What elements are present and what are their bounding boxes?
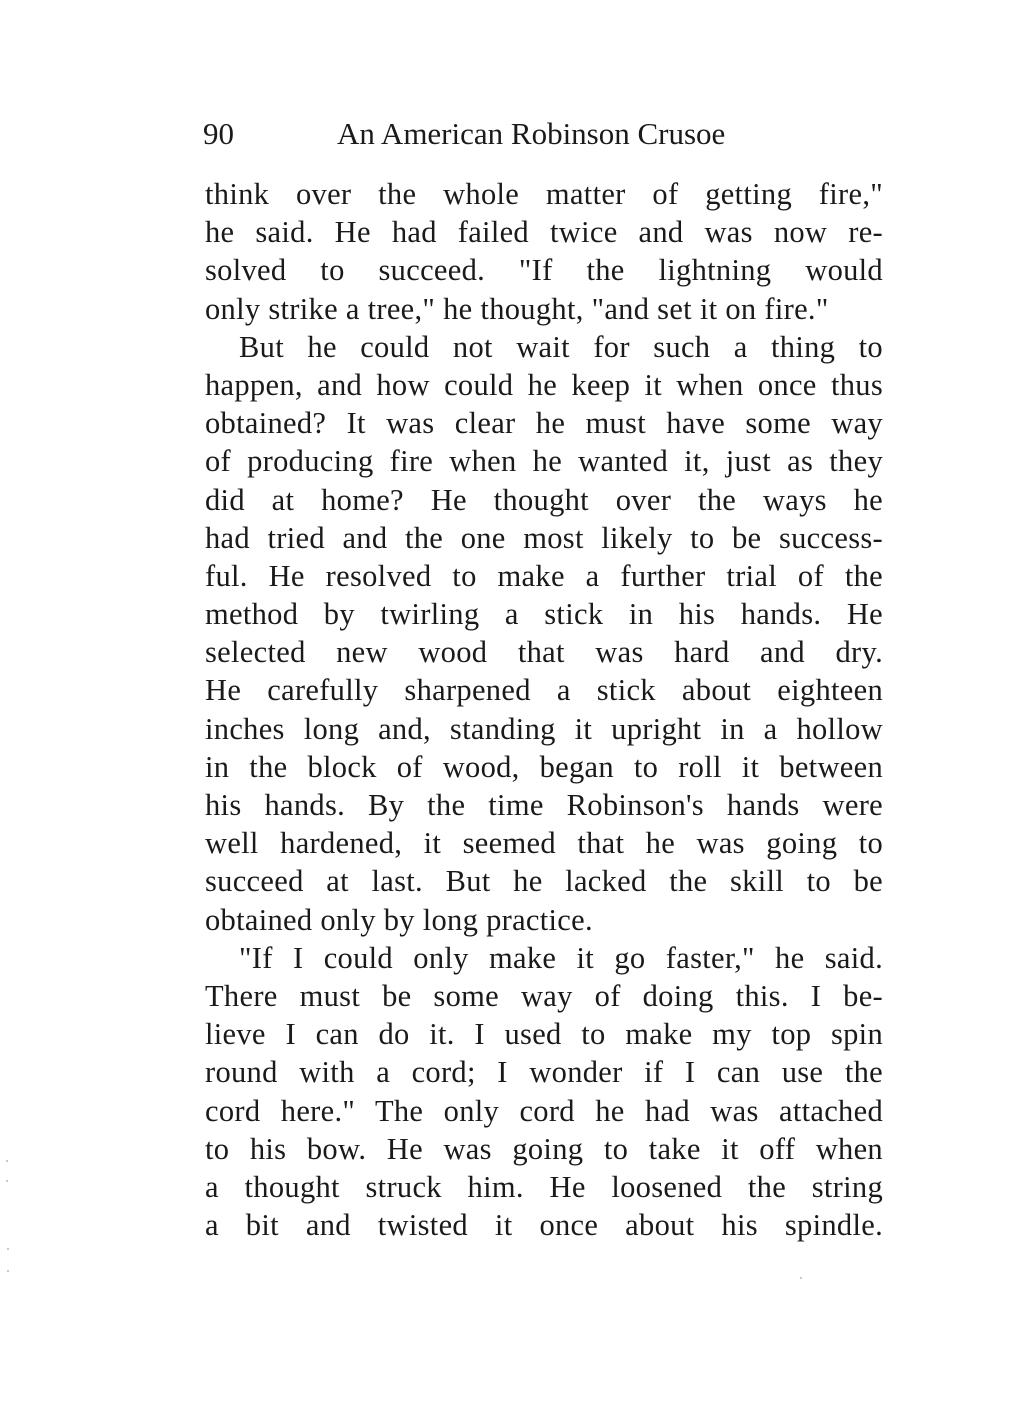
- text-line: his hands. By the time Robinson's hands were: [205, 788, 883, 822]
- paragraph-first-line: "If I could only make it go faster," he said.: [239, 940, 883, 975]
- scan-speck: [7, 1270, 9, 1272]
- text-line: method by twirling a stick in his hands. He: [205, 597, 883, 632]
- text-line: he said. He had failed twice and was now re-: [205, 215, 883, 250]
- text-line: inches long and, standing it upright in a hollow: [205, 711, 883, 746]
- body-text: [205, 175, 883, 1244]
- text-line: well hardened, it seemed that he was going to: [205, 826, 883, 861]
- text-line: happen, and how could he keep it when once thus: [205, 367, 883, 402]
- text-line: did at home? He thought over the ways he: [205, 482, 883, 517]
- text-line: obtained only by long practice.: [205, 902, 593, 937]
- text-line: succeed at last. But he lacked the skill to be: [205, 864, 883, 899]
- text-line: obtained? It was clear he must have some way: [205, 406, 883, 441]
- scan-speck: [7, 1248, 9, 1250]
- text-line: selected new wood that was hard and dry.: [205, 635, 883, 670]
- text-line: ful. He resolved to make a further trial of the: [205, 558, 883, 593]
- text-line: a thought struck him. He loosened the string: [205, 1169, 883, 1204]
- text-line: to his bow. He was going to take it off when: [205, 1131, 883, 1166]
- text-line: in the block of wood, began to roll it between: [205, 749, 883, 784]
- text-line: cord here." The only cord he had was attached: [205, 1093, 883, 1128]
- scan-speck: [6, 1160, 8, 1162]
- paragraph-first-line: But he could not wait for such a thing to: [239, 329, 883, 364]
- scan-speck: [800, 1277, 802, 1279]
- text-line: solved to succeed. "If the lightning would: [205, 253, 883, 288]
- text-line: lieve I can do it. I used to make my top spin: [205, 1017, 883, 1052]
- text-line: a bit and twisted it once about his spindle.: [205, 1208, 883, 1243]
- text-line: only strike a tree," he thought, "and set it on fire.": [205, 291, 829, 326]
- running-head: [203, 112, 903, 156]
- scan-speck: [6, 1180, 8, 1182]
- text-line: He carefully sharpened a stick about eighteen: [205, 673, 883, 708]
- page-number: 90: [203, 116, 234, 151]
- text-line: had tried and the one most likely to be success-: [205, 520, 883, 555]
- text-line: There must be some way of doing this. I be-: [205, 978, 883, 1013]
- running-title: An American Robinson Crusoe: [337, 116, 726, 151]
- text-line: round with a cord; I wonder if I can use the: [205, 1055, 883, 1090]
- text-line: think over the whole matter of getting fire,": [205, 177, 883, 211]
- text-line: of producing fire when he wanted it, just as they: [205, 444, 883, 479]
